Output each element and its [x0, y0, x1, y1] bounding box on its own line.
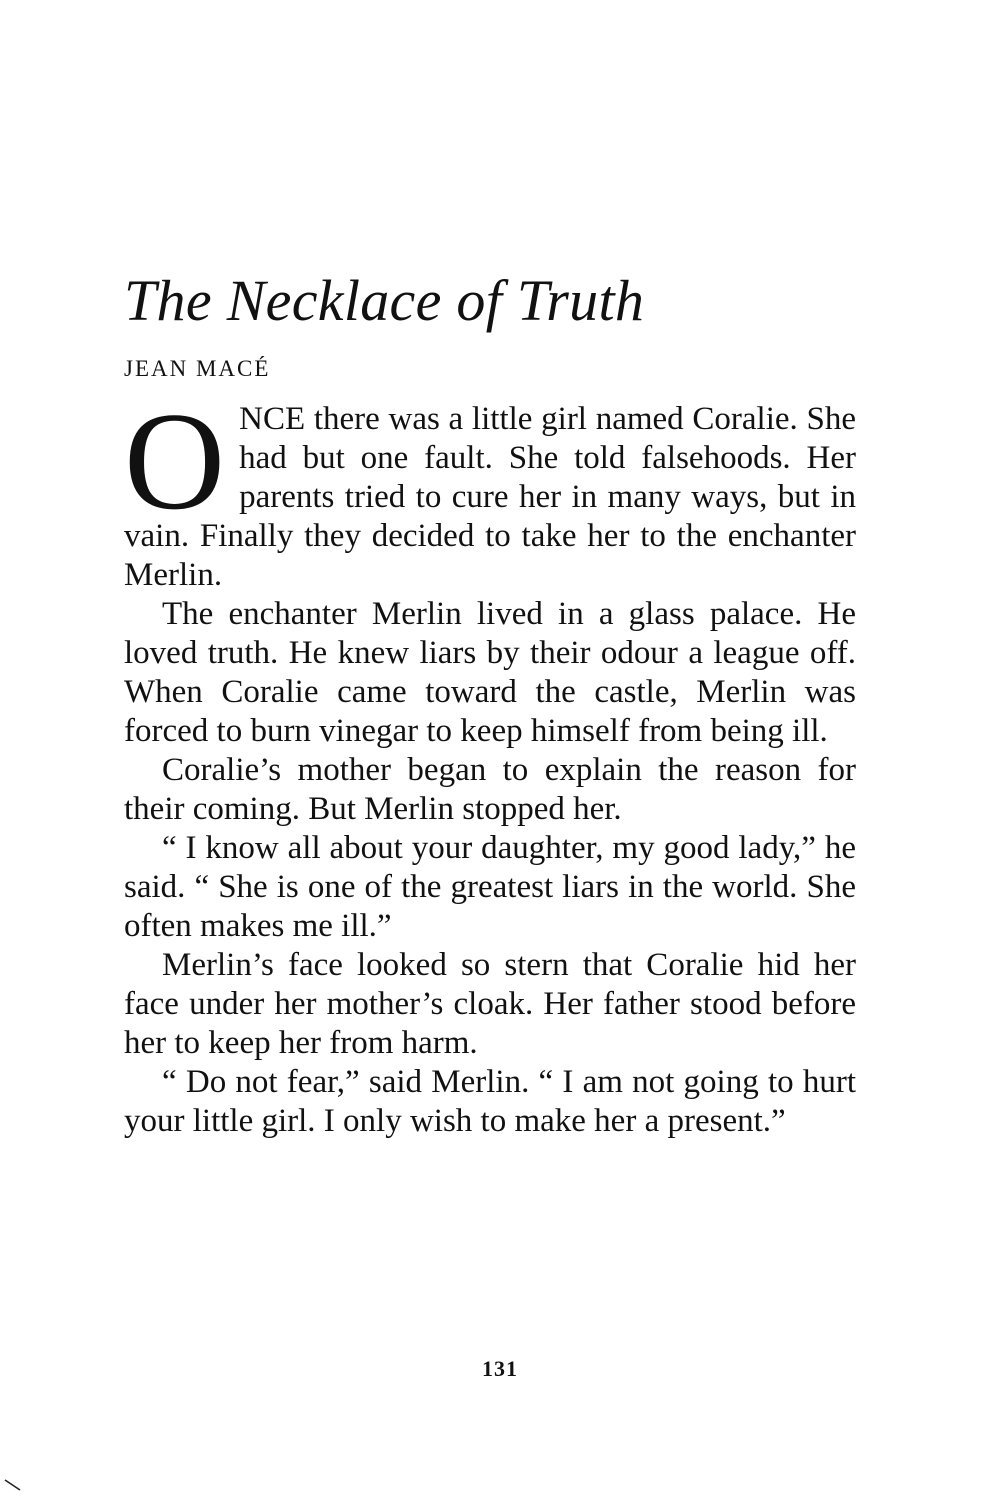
- story-title: The Necklace of Truth: [124, 268, 645, 333]
- author-name: JEAN MACÉ: [124, 356, 271, 381]
- paragraph-1: [124, 384, 856, 595]
- paragraph-3: Coralie’s mother began to explain the reason for their coming. But Merlin stopped her.: [124, 752, 856, 827]
- paragraph-5: Merlin’s face looked so stern that Coralie hid her face under her mother’s cloak. Her father stood before her to keep her from harm.: [124, 947, 856, 1061]
- drop-cap: O: [124, 384, 226, 539]
- paragraph-2: The enchanter Merlin lived in a glass palace. He loved truth. He knew liars by their odour a league off. When Coralie came toward the castle, Merlin was forced to burn vinegar to keep himself from being ill.: [124, 596, 856, 749]
- paragraph-4: “ I know all about your daughter, my good lady,” he said. “ She is one of the greatest liars in the world. She often makes me ill.”: [124, 830, 856, 944]
- page-content: [124, 268, 856, 1141]
- scan-mark-icon: [4, 1478, 22, 1492]
- page-number: 131: [482, 1356, 518, 1381]
- paragraph-1-text: NCE there was a little girl named Coralie. She had but one fault. She told falsehoods. Her parents tried to cure her in many ways, but in vain. Finally they decided to take her to the enchanter Merlin.: [124, 401, 856, 593]
- paragraph-6: “ Do not fear,” said Merlin. “ I am not going to hurt your little girl. I only wish to make her a present.”: [124, 1064, 856, 1139]
- story-text: [124, 384, 856, 1141]
